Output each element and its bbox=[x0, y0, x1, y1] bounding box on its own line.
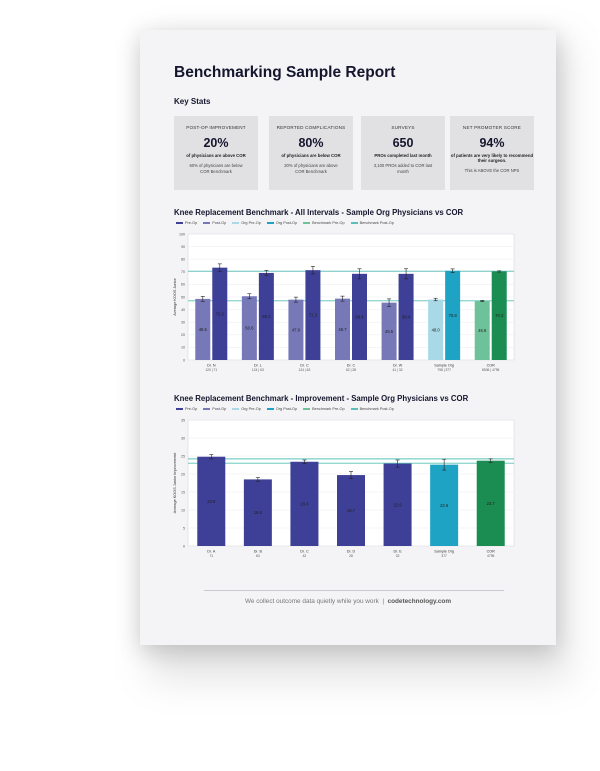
stat-note: 3,100 PROs added to COR last month bbox=[373, 163, 433, 174]
x-tick-label: Dr. N bbox=[207, 363, 216, 368]
y-tick-label: 30 bbox=[181, 320, 185, 325]
stat-value: 650 bbox=[392, 136, 414, 150]
stat-card-postop bbox=[174, 116, 258, 190]
stat-card-complications bbox=[269, 116, 353, 190]
y-tick-label: 25 bbox=[181, 454, 185, 459]
data-label: 46.8 bbox=[478, 328, 487, 334]
legend-label: Pre-Op bbox=[185, 407, 198, 411]
footer-separator: | bbox=[382, 598, 384, 605]
footer-divider bbox=[204, 590, 504, 591]
y-axis-label: Average KOOS Junior bbox=[173, 278, 177, 316]
chart1-legend bbox=[176, 221, 394, 225]
data-label: 68.4 bbox=[401, 314, 411, 320]
legend-label: Post-Op bbox=[212, 221, 227, 225]
data-label: 24.8 bbox=[207, 498, 216, 504]
legend-label: Benchmark Post-Op bbox=[359, 407, 394, 411]
legend-label: Org Post-Op bbox=[275, 221, 298, 225]
data-label: 47.9 bbox=[291, 327, 301, 333]
x-tick-sublabel: 28 bbox=[349, 554, 353, 558]
footer-site-link[interactable]: codetechnology.com bbox=[387, 598, 452, 605]
legend-label: Org Pre-Op bbox=[241, 221, 261, 225]
data-label: 70.3 bbox=[495, 313, 504, 319]
data-label: 23.7 bbox=[486, 500, 495, 506]
y-tick-label: 20 bbox=[181, 333, 185, 338]
x-tick-sublabel: 32 bbox=[395, 554, 400, 558]
chart1-svg bbox=[166, 228, 526, 388]
y-tick-label: 50 bbox=[181, 295, 185, 300]
x-tick-sublabel: 42 bbox=[302, 554, 307, 558]
legend-item bbox=[303, 407, 345, 411]
chart2-legend bbox=[176, 407, 394, 411]
legend-item bbox=[267, 221, 297, 225]
chart2-svg bbox=[166, 414, 526, 574]
stat-label: NET PROMOTER SCORE bbox=[462, 125, 522, 130]
legend-label: Pre-Op bbox=[185, 221, 198, 225]
data-label: 23.4 bbox=[300, 501, 309, 507]
x-tick-label: Dr. C bbox=[300, 549, 309, 554]
x-tick-label: Dr. C bbox=[300, 363, 309, 368]
legend-item bbox=[176, 407, 197, 411]
stat-desc: PROs completed last month bbox=[374, 153, 432, 158]
x-tick-label: Dr. A bbox=[207, 549, 216, 554]
x-tick-sublabel: 124 | 63 bbox=[298, 368, 311, 372]
legend-label: Post-Op bbox=[212, 407, 227, 411]
stat-note: This is ABOVE the COR NPS bbox=[464, 168, 520, 173]
data-label: 68.4 bbox=[355, 314, 364, 320]
y-tick-label: 0 bbox=[183, 358, 185, 363]
x-tick-sublabel: 62 | 28 bbox=[345, 368, 357, 372]
x-tick-label: Sample Org bbox=[434, 549, 454, 554]
data-label: 73.3 bbox=[215, 311, 224, 317]
data-label: 22.9 bbox=[393, 502, 402, 508]
legend-item bbox=[176, 221, 197, 225]
legend-label: Org Pre-Op bbox=[241, 407, 261, 411]
chart2-title: Knee Replacement Benchmark - Improvement - Sample Org Physicians vs COR bbox=[174, 394, 469, 403]
data-label: 22.6 bbox=[440, 502, 449, 508]
x-tick-sublabel: 71 bbox=[209, 554, 214, 558]
stat-value: 20% bbox=[203, 136, 229, 150]
data-label: 18.5 bbox=[253, 510, 262, 516]
footer-text: We collect outcome data quietly while you work bbox=[244, 598, 379, 605]
x-tick-sublabel: 377 bbox=[441, 554, 447, 558]
legend-item bbox=[267, 407, 297, 411]
legend-item bbox=[303, 221, 345, 225]
x-tick-label: COR bbox=[486, 549, 495, 554]
stat-label: SURVEYS bbox=[391, 125, 415, 130]
y-tick-label: 100 bbox=[179, 232, 185, 237]
legend-item bbox=[232, 221, 261, 225]
data-label: 48.7 bbox=[338, 326, 347, 332]
x-tick-sublabel: 63 bbox=[256, 554, 260, 558]
x-tick-sublabel: 41 | 32 bbox=[392, 368, 403, 372]
x-tick-label: Dr. E bbox=[393, 549, 402, 554]
stat-label: REPORTED COMPLICATIONS bbox=[276, 125, 346, 130]
stat-card-surveys bbox=[361, 116, 445, 190]
legend-label: Benchmark Pre-Op bbox=[312, 221, 345, 225]
data-label: 71.3 bbox=[308, 312, 318, 318]
stat-desc: of physicians are above COR bbox=[186, 153, 246, 158]
x-tick-label: Sample Org bbox=[434, 363, 454, 368]
x-tick-label: Dr. L bbox=[253, 363, 262, 368]
stat-note: 60% of physicians are below COR Benchmark bbox=[189, 163, 243, 174]
x-tick-sublabel: 120 | 71 bbox=[205, 368, 218, 372]
legend-item bbox=[203, 407, 226, 411]
stat-desc: of physicians are below COR bbox=[281, 153, 341, 158]
y-tick-label: 5 bbox=[183, 526, 185, 531]
y-tick-label: 90 bbox=[181, 244, 185, 249]
stat-desc: of patients are very likely to recommend their surgeon. bbox=[450, 153, 534, 163]
legend-label: Benchmark Pre-Op bbox=[312, 407, 345, 411]
y-tick-label: 10 bbox=[181, 508, 185, 513]
data-label: 48.0 bbox=[431, 327, 440, 333]
y-tick-label: 35 bbox=[181, 418, 185, 423]
footer bbox=[140, 598, 556, 605]
y-tick-label: 10 bbox=[181, 345, 185, 350]
stat-value: 94% bbox=[479, 136, 505, 150]
y-tick-label: 15 bbox=[181, 490, 185, 495]
legend-item bbox=[351, 407, 394, 411]
legend-label: Benchmark Post-Op bbox=[359, 221, 394, 225]
y-tick-label: 0 bbox=[183, 544, 185, 549]
x-tick-sublabel: 4795 bbox=[487, 554, 495, 558]
y-tick-label: 80 bbox=[181, 257, 185, 262]
x-tick-sublabel: 124 | 63 bbox=[251, 368, 264, 372]
x-tick-label: Dr. D bbox=[346, 549, 356, 554]
legend-label: Org Post-Op bbox=[275, 407, 298, 411]
data-label: 70.8 bbox=[448, 312, 457, 318]
x-tick-label: Dr. B bbox=[253, 549, 262, 554]
x-tick-label: COR bbox=[486, 363, 495, 368]
stat-note: 20% of physicians are above COR Benchmark bbox=[284, 163, 338, 174]
report-title: Benchmarking Sample Report bbox=[174, 64, 396, 81]
data-label: 48.5 bbox=[198, 326, 207, 332]
legend-item bbox=[203, 221, 226, 225]
data-label: 45.5 bbox=[384, 328, 394, 334]
data-label: 19.7 bbox=[346, 508, 356, 514]
data-label: 69.1 bbox=[262, 313, 271, 319]
legend-item bbox=[351, 221, 394, 225]
data-label: 50.6 bbox=[245, 325, 254, 331]
chart1-title: Knee Replacement Benchmark - All Intervals - Sample Org Physicians vs COR bbox=[174, 208, 464, 217]
y-tick-label: 40 bbox=[181, 307, 185, 312]
legend-item bbox=[232, 407, 261, 411]
y-tick-label: 70 bbox=[181, 270, 185, 275]
y-tick-label: 30 bbox=[181, 436, 185, 441]
stat-card-nps bbox=[450, 116, 534, 190]
stat-value: 80% bbox=[298, 136, 324, 150]
x-tick-label: Dr. C bbox=[346, 363, 356, 368]
x-tick-label: Dr. W bbox=[392, 363, 403, 368]
y-axis-label: Average KOOS Junior Improvement bbox=[173, 452, 177, 514]
x-tick-sublabel: 8536 | 4795 bbox=[482, 368, 500, 372]
y-tick-label: 20 bbox=[181, 472, 185, 477]
x-tick-sublabel: 798 | 377 bbox=[437, 368, 451, 372]
report-page bbox=[140, 30, 556, 645]
y-tick-label: 60 bbox=[181, 282, 185, 287]
stat-label: POST-OP IMPROVEMENT bbox=[186, 125, 246, 130]
key-stats-heading: Key Stats bbox=[174, 97, 211, 106]
